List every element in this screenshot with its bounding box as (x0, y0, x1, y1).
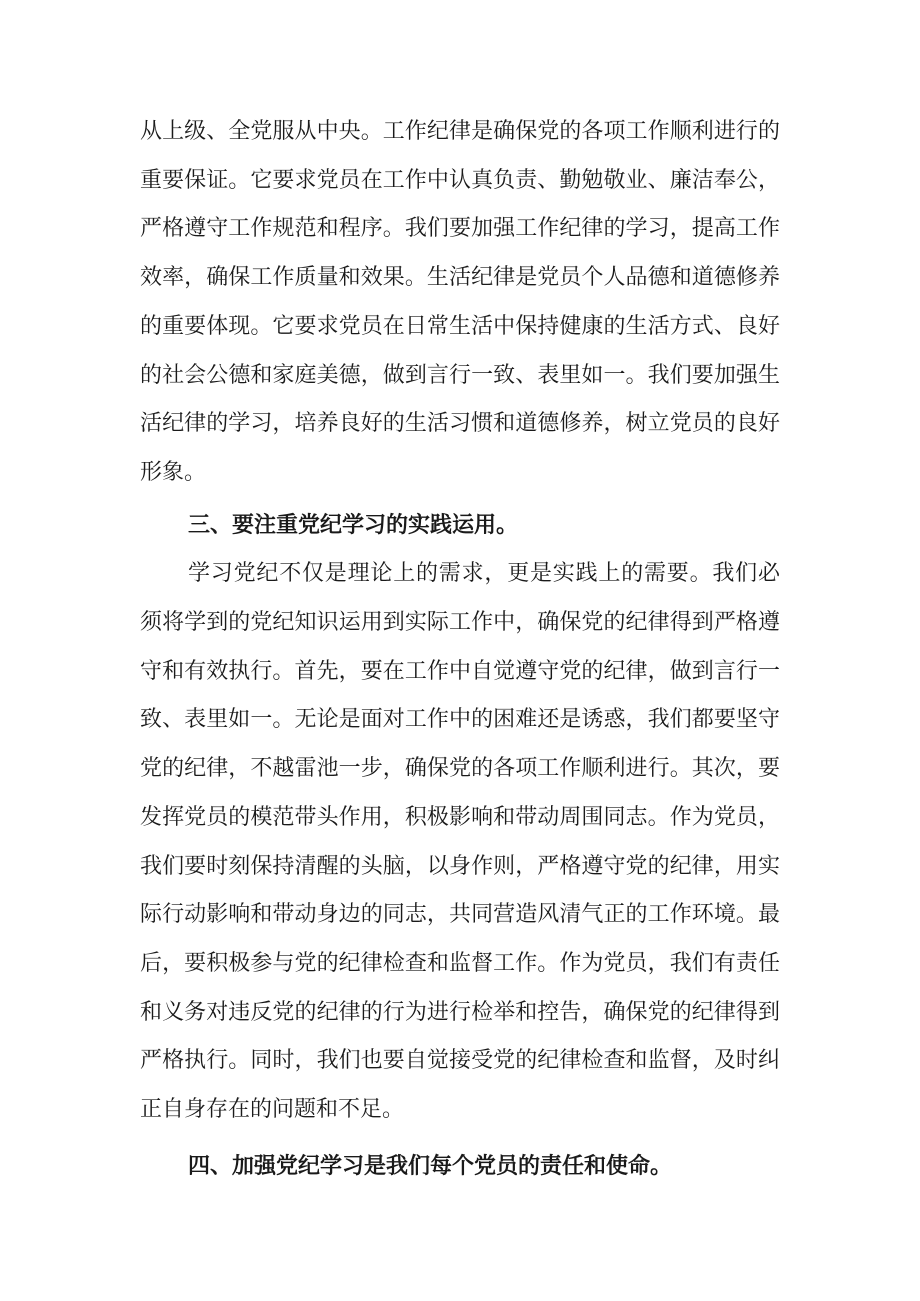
body-paragraph-practice: 学习党纪不仅是理论上的需求，更是实践上的需要。我们必须将学到的党纪知识运用到实际工作中，确保党的纪律得到严格遵守和有效执行。首先，要在工作中自觉遵守党的纪律，做到言行一致、表里如一。无论是面对工作中的困难还是诱惑，我们都要坚守党的纪律，不越雷池一步，确保党的各项工作顺利进行。其次，要发挥党员的模范带头作用，积极影响和带动周围同志。作为党员，我们要时刻保持清醒的头脑，以身作则，严格遵守党的纪律，用实际行动影响和带动身边的同志，共同营造风清气正的工作环境。最后，要积极参与党的纪律检查和监督工作。作为党员，我们有责任和义务对违反党的纪律的行为进行检举和控告，确保党的纪律得到严格执行。同时，我们也要自觉接受党的纪律检查和监督，及时纠正自身存在的问题和不足。 (140, 561, 780, 1123)
body-paragraph-continued: 从上级、全党服从中央。工作纪律是确保党的各项工作顺利进行的重要保证。它要求党员在工作中认真负责、勤勉敬业、廉洁奉公，严格遵守工作规范和程序。我们要加强工作纪律的学习，提高工作效率，确保工作质量和效果。生活纪律是党员个人品德和道德修养的重要体现。它要求党员在日常生活中保持健康的生活方式、良好的社会公德和家庭美德，做到言行一致、表里如一。我们要加强生活纪律的学习，培养良好的生活习惯和道德修养，树立党员的良好形象。 (140, 119, 780, 485)
section-heading-3: 三、要注重党纪学习的实践运用。 (188, 512, 519, 538)
section-heading-4: 四、加强党纪学习是我们每个党员的责任和使命。 (188, 1153, 673, 1179)
document-body (140, 108, 780, 1191)
